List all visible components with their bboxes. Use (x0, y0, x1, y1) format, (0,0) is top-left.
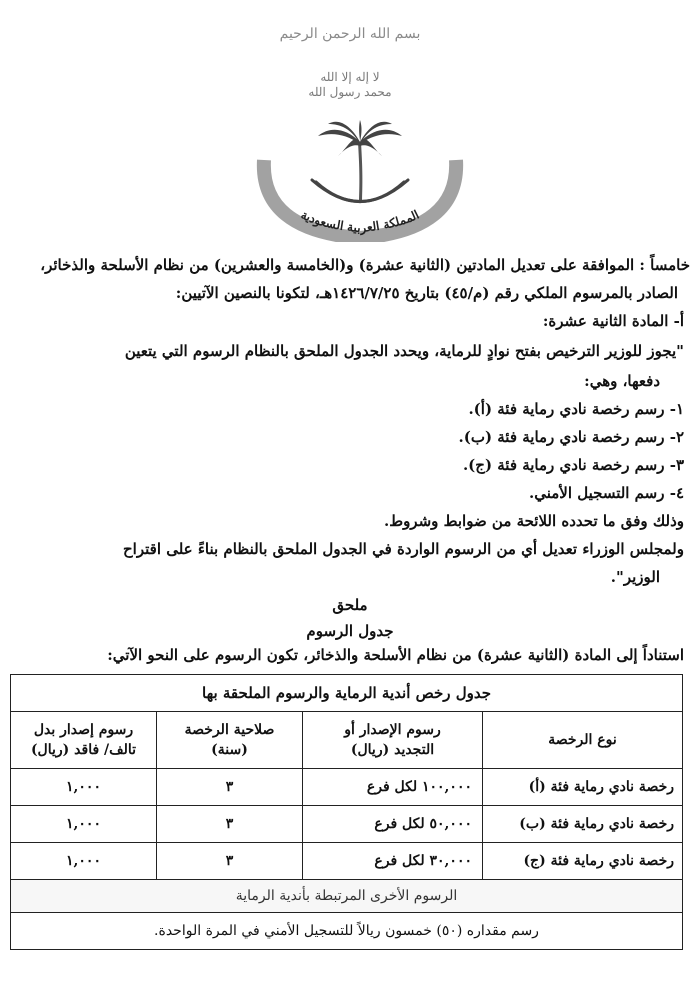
header-validity (157, 712, 303, 769)
issue-fee-cell: ٣٠,٠٠٠ لكل فرع (303, 843, 483, 880)
license-type-cell: رخصة نادي رماية فئة (ب) (483, 806, 683, 843)
saudi-emblem-logo (250, 120, 470, 242)
article-heading: أ- المادة الثانية عشرة: (542, 312, 684, 330)
fee-item-1: ١- رسم رخصة نادي رماية فئة (أ). (468, 400, 684, 418)
replacement-fee-cell: ١,٠٠٠ (11, 769, 157, 806)
table-title-row (11, 675, 683, 712)
issue-fee-cell: ٥٠,٠٠٠ لكل فرع (303, 806, 483, 843)
basmala-calligraphy: بسم الله الرحمن الرحيم (279, 26, 421, 42)
annex-title: ملحق (332, 596, 368, 614)
issue-fee-cell: ١٠٠,٠٠٠ لكل فرع (303, 769, 483, 806)
header-license-type: نوع الرخصة (483, 712, 683, 769)
header-validity-line-1: صلاحية الرخصة (184, 722, 275, 738)
fee-item-4: ٤- رسم التسجيل الأمني. (529, 484, 684, 502)
security-fee-row (11, 913, 683, 950)
security-fee-note: رسم مقداره (٥٠) خمسون ريالاً للتسجيل الأمني في المرة الواحدة. (11, 913, 683, 950)
conditions-line: وذلك وفق ما تحدده اللائحة من ضوابط وشروط. (383, 512, 684, 530)
shahada-calligraphy (250, 70, 450, 100)
replacement-fee-cell: ١,٠٠٠ (11, 843, 157, 880)
annex-intro: استناداً إلى المادة (الثانية عشرة) من نظام الأسلحة والذخائر، تكون الرسوم على النحو الآتي: (107, 646, 684, 664)
shahada-line-2: محمد رسول الله (308, 85, 392, 99)
council-amendment-line-1: ولمجلس الوزراء تعديل أي من الرسوم الواردة في الجدول الملحق بالنظام بناءً على اقتراح (123, 540, 684, 558)
council-amendment-line-2: الوزير". (610, 568, 660, 586)
article-text-line-1: "يجوز للوزير الترخيص بفتح نوادٍ للرماية، ويحدد الجدول الملحق بالنظام الرسوم التي يتعين (124, 342, 684, 360)
decision-heading: خامساً : الموافقة على تعديل المادتين (الثانية عشرة) و(الخامسة والعشرين) من نظام الأسلحة والذخائر، (40, 256, 690, 274)
other-fees-row (11, 880, 683, 913)
license-type-cell: رخصة نادي رماية فئة (ج) (483, 843, 683, 880)
article-text-line-2: دفعها، وهي: (584, 372, 660, 390)
replacement-fee-cell: ١,٠٠٠ (11, 806, 157, 843)
table-row (11, 806, 683, 843)
header-replacement-line-2: تالف/ فاقد (ريال) (30, 742, 137, 758)
header-replacement-fee (11, 712, 157, 769)
header-validity-line-2: (سنة) (211, 742, 248, 758)
table-row (11, 769, 683, 806)
header-issue-fee (303, 712, 483, 769)
fee-item-3: ٣- رسم رخصة نادي رماية فئة (ج). (462, 456, 684, 474)
license-type-cell: رخصة نادي رماية فئة (أ) (483, 769, 683, 806)
emblem-wordmark: المملكة العربية السعودية (298, 207, 422, 236)
decree-reference: الصادر بالمرسوم الملكي رقم (م/٤٥) بتاريخ ١٤٢٦/٧/٢٥هـ، لتكونا بالنصين الآتيين: (175, 284, 678, 302)
other-fees-title: الرسوم الأخرى المرتبطة بأندية الرماية (11, 880, 683, 913)
validity-cell: ٣ (157, 769, 303, 806)
validity-cell: ٣ (157, 843, 303, 880)
validity-cell: ٣ (157, 806, 303, 843)
table-title: جدول رخص أندية الرماية والرسوم الملحقة بها (11, 675, 683, 712)
table-header-row (11, 712, 683, 769)
header-replacement-line-1: رسوم إصدار بدل (33, 722, 134, 738)
annex-subtitle: جدول الرسوم (306, 622, 394, 640)
shahada-line-1: لا إله إلا الله (320, 70, 380, 84)
header-issue-fee-line-1: رسوم الإصدار أو (344, 722, 441, 738)
header-issue-fee-line-2: التجديد (ريال) (350, 742, 435, 758)
fee-item-2: ٢- رسم رخصة نادي رماية فئة (ب). (458, 428, 684, 446)
table-row (11, 843, 683, 880)
palm-trunk-icon (358, 142, 362, 200)
fees-table (10, 674, 683, 950)
